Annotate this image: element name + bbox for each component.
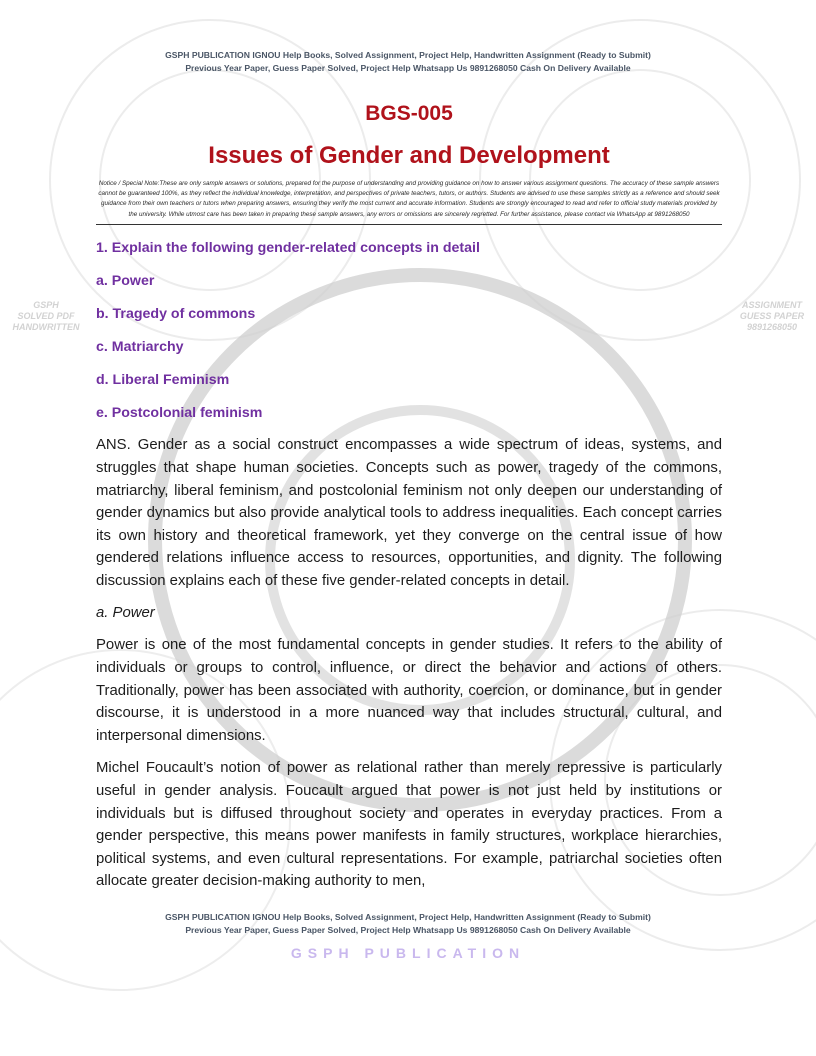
watermark-line: GSPH (33, 300, 59, 310)
question-title: 1. Explain the following gender-related concepts in detail (96, 240, 480, 257)
question-part: c. Matriarchy (96, 339, 184, 356)
course-code: BGS-005 (365, 102, 453, 125)
header-line-2: Previous Year Paper, Guess Paper Solved, Project Help Whatsapp Us 9891268050 Cash On Delivery Available (185, 63, 631, 73)
watermark-line: ASSIGNMENT (741, 300, 802, 310)
question-part: a. Power (96, 273, 155, 290)
page-header (0, 49, 816, 75)
section-heading-power: a. Power (96, 605, 155, 622)
footer-line-2: Previous Year Paper, Guess Paper Solved, Project Help Whatsapp Us 9891268050 Cash On Delivery Available (185, 925, 631, 935)
divider (96, 224, 722, 226)
notice-text: Notice / Special Note:These are only sample answers or solutions, prepared for the purpose of understanding and providing guidance on how to answer various assignment questions. The accuracy of these sample answers cannot be guaranteed 100%, as they reflect the individual knowledge, interpretation, and perspectives of private teachers, tutors, or authors. Students are advised to use these samples strictly as a reference and should seek guidance from their own teachers or tutors when preparing answers, ensuring they verify the most current and accurate information. Students are strongly encouraged to read and refer to official study materials provided by the university. While utmost care has been taken in preparing these sample answers, any errors or omissions are sincerely regretted. For further assistance, please contact via WhatsApp at 9891268050 (98, 180, 720, 218)
course-title: Issues of Gender and Development (208, 142, 610, 169)
watermark-line: SOLVED PDF (17, 311, 75, 321)
answer-intro: ANS. Gender as a social construct encompasses a wide spectrum of ideas, systems, and struggles that shape human societies. Concepts such as power, tragedy of the commons, matriarchy, liberal feminism, and postcolonial feminism not only deepen our understanding of gender dynamics but also provide analytical tools to address inequalities. Each concept carries its own history and theoretical framework, yet they converge on the central issue of how gendered relations influence access to resources, opportunities, and dignity. The following discussion explains each of these five gender-related concepts in detail. (96, 437, 722, 589)
power-paragraph-1: Power is one of the most fundamental concepts in gender studies. It refers to the ability of individuals or groups to control, influence, or direct the behavior and actions of others. Traditionally, power has been associated with authority, coercion, or dominance, but in gender discourse, it is understood in a more nuanced way that includes structural, cultural, and interpersonal dimensions. (96, 637, 722, 744)
question-part: d. Liberal Feminism (96, 372, 230, 389)
page-footer (0, 911, 816, 937)
question-part: e. Postcolonial feminism (96, 405, 263, 422)
watermark-arc-text: GSPH PUBLICATION (290, 945, 526, 961)
watermark-line: GUESS PAPER (739, 311, 805, 321)
power-paragraph-2: Michel Foucault’s notion of power as relational rather than merely repressive is particularly useful in gender analysis. Foucault argued that power is not just held by institutions or individuals but is diffused throughout society and operates in everyday practices. From a gender perspective, this means power manifests in family structures, workplace hierarchies, political systems, and even cultural representations. For example, patriarchal societies often allocate greater decision-making authority to men, (96, 760, 722, 890)
watermark-line: 9891268050 (746, 322, 798, 332)
question-part: b. Tragedy of commons (96, 306, 256, 323)
header-line-1: GSPH PUBLICATION IGNOU Help Books, Solved Assignment, Project Help, Handwritten Assignment (Ready to Submit) (165, 50, 651, 60)
watermark-line: HANDWRITTEN (12, 322, 80, 332)
footer-line-1: GSPH PUBLICATION IGNOU Help Books, Solved Assignment, Project Help, Handwritten Assignment (Ready to Submit) (165, 912, 651, 922)
